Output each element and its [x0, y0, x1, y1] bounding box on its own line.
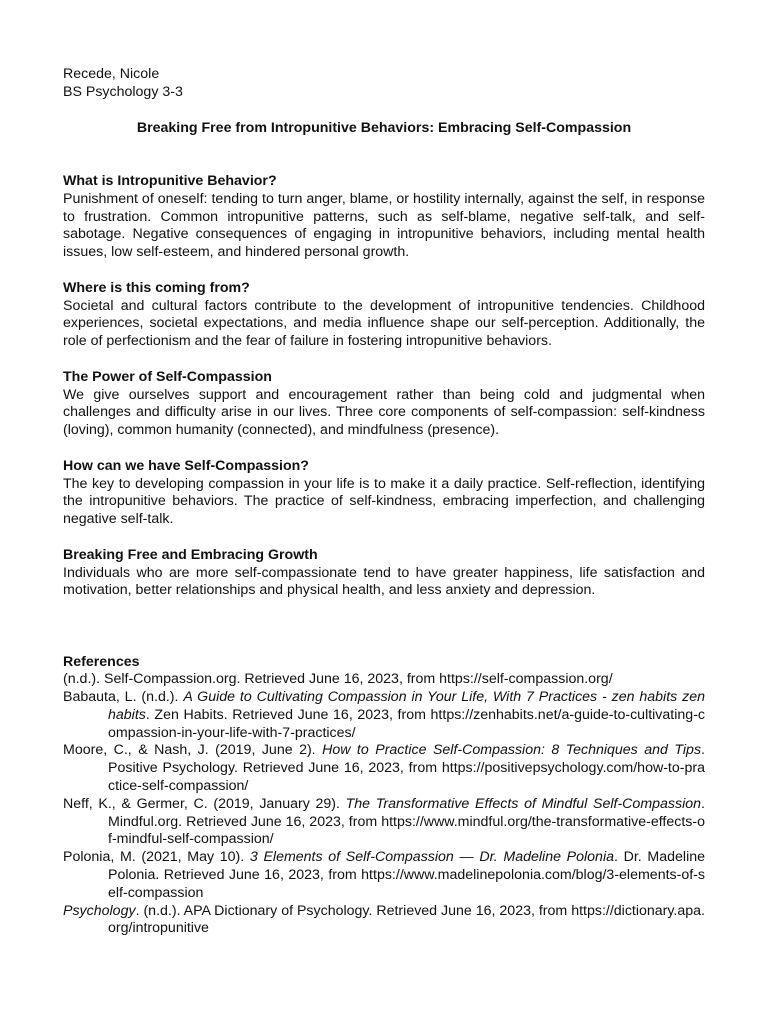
reference-title: 3 Elements of Self-Compassion — Dr. Madeline Polonia — [249, 849, 614, 866]
section-heading: How can we have Self-Compassion? — [63, 457, 309, 474]
section-body: Societal and cultural factors contribute to the development of intropunitive tendencies. Childhood experiences, societal expectations, and media influence shape our self-perception. Additionally, the role of perfectionism and the fear of failure in fostering intropunitive behaviors. — [63, 297, 705, 350]
reference-tail: . Zen Habits. Retrieved June 16, 2023, from — [145, 706, 431, 723]
reference-title: Psychology — [63, 902, 136, 919]
reference-tail: . Mindful.org. Retrieved June 16, 2023, from — [108, 795, 705, 830]
section-how-to-have-self-compassion — [63, 458, 705, 529]
reference-item — [63, 742, 705, 795]
section-heading: What is Intropunitive Behavior? — [63, 172, 277, 189]
reference-title: A Guide to Cultivating Compassion in Your Life, With 7 Practices - zen habits zen habits — [108, 689, 706, 723]
references-heading: References — [63, 653, 140, 670]
reference-lead: Polonia, M. (2021, May 10). — [63, 849, 250, 866]
author-course: BS Psychology 3-3 — [63, 83, 183, 100]
section-heading: Where is this coming from? — [63, 279, 250, 296]
section-heading: The Power of Self-Compassion — [63, 368, 272, 385]
reference-title: The Transformative Effects of Mindful Self-Compassion — [345, 795, 702, 812]
reference-url: https://self-compassion.org/ — [439, 671, 613, 688]
reference-url: https://dictionary.apa.org/intropunitive — [108, 902, 705, 937]
reference-lead: Moore, C., & Nash, J. (2019, June 2). — [63, 742, 323, 759]
section-origins — [63, 280, 705, 351]
section-breaking-free — [63, 547, 705, 600]
section-heading: Breaking Free and Embracing Growth — [63, 546, 318, 563]
reference-lead: Neff, K., & Germer, C. (2019, January 29). — [63, 795, 346, 812]
document-title: Breaking Free from Intropunitive Behaviors: Embracing Self-Compassion — [136, 119, 632, 136]
document-page — [63, 66, 705, 938]
section-body: We give ourselves support and encouragement rather than being cold and judgmental when challenges and difficulty arise in our lives. Three core components of self-compassion: self-kindness (loving), common humanity (connected), and mindfulness (presence). — [63, 386, 705, 439]
reference-url: https://www.madelinepolonia.com/blog/3-elements-of-self-compassion — [108, 867, 705, 901]
reference-url: https://www.mindful.org/the-transformative-effects-of-mindful-self-compassion/ — [108, 813, 705, 848]
reference-tail: . (n.d.). APA Dictionary of Psychology. Retrieved June 16, 2023, from — [135, 902, 572, 919]
reference-item — [63, 689, 705, 742]
reference-title: How to Practice Self-Compassion: 8 Techniques and Tips — [322, 742, 702, 759]
references-section — [63, 654, 705, 939]
reference-item — [63, 849, 705, 902]
section-intropunitive-behavior — [63, 173, 705, 262]
reference-item — [63, 903, 705, 939]
reference-item — [63, 671, 705, 689]
reference-url: https://zenhabits.net/a-guide-to-cultivating-compassion-in-your-life-with-7-practices/ — [108, 706, 705, 741]
reference-lead: (n.d.). Self-Compassion.org. Retrieved June 16, 2023, from — [63, 671, 440, 688]
author-block — [63, 66, 705, 102]
author-name: Recede, Nicole — [63, 66, 160, 82]
reference-url: https://positivepsychology.com/how-to-practice-self-compassion/ — [108, 760, 705, 795]
section-body: The key to developing compassion in your life is to make it a daily practice. Self-reflection, identifying the intropunitive behaviors. The practice of self-kindness, embracing imperfection, and challenging negative self-talk. — [63, 475, 705, 528]
reference-item — [63, 796, 705, 849]
reference-tail: . Positive Psychology. Retrieved June 16, 2023, from — [108, 742, 705, 777]
reference-lead: Babauta, L. (n.d.). — [63, 689, 184, 706]
section-power-of-self-compassion — [63, 369, 705, 440]
reference-tail: . Dr. Madeline Polonia. Retrieved June 16, 2023, from — [108, 849, 705, 884]
section-body: Punishment of oneself: tending to turn anger, blame, or hostility internally, against the self, in response to frustration. Common intropunitive patterns, such as self-blame, negative self-talk, and self-sabotage. Negative consequences of engaging in intropunitive behaviors, including mental health issues, low self-esteem, and hindered personal growth. — [63, 190, 705, 261]
section-body: Individuals who are more self-compassionate tend to have greater happiness, life satisfaction and motivation, better relationships and physical health, and less anxiety and depression. — [63, 564, 705, 599]
